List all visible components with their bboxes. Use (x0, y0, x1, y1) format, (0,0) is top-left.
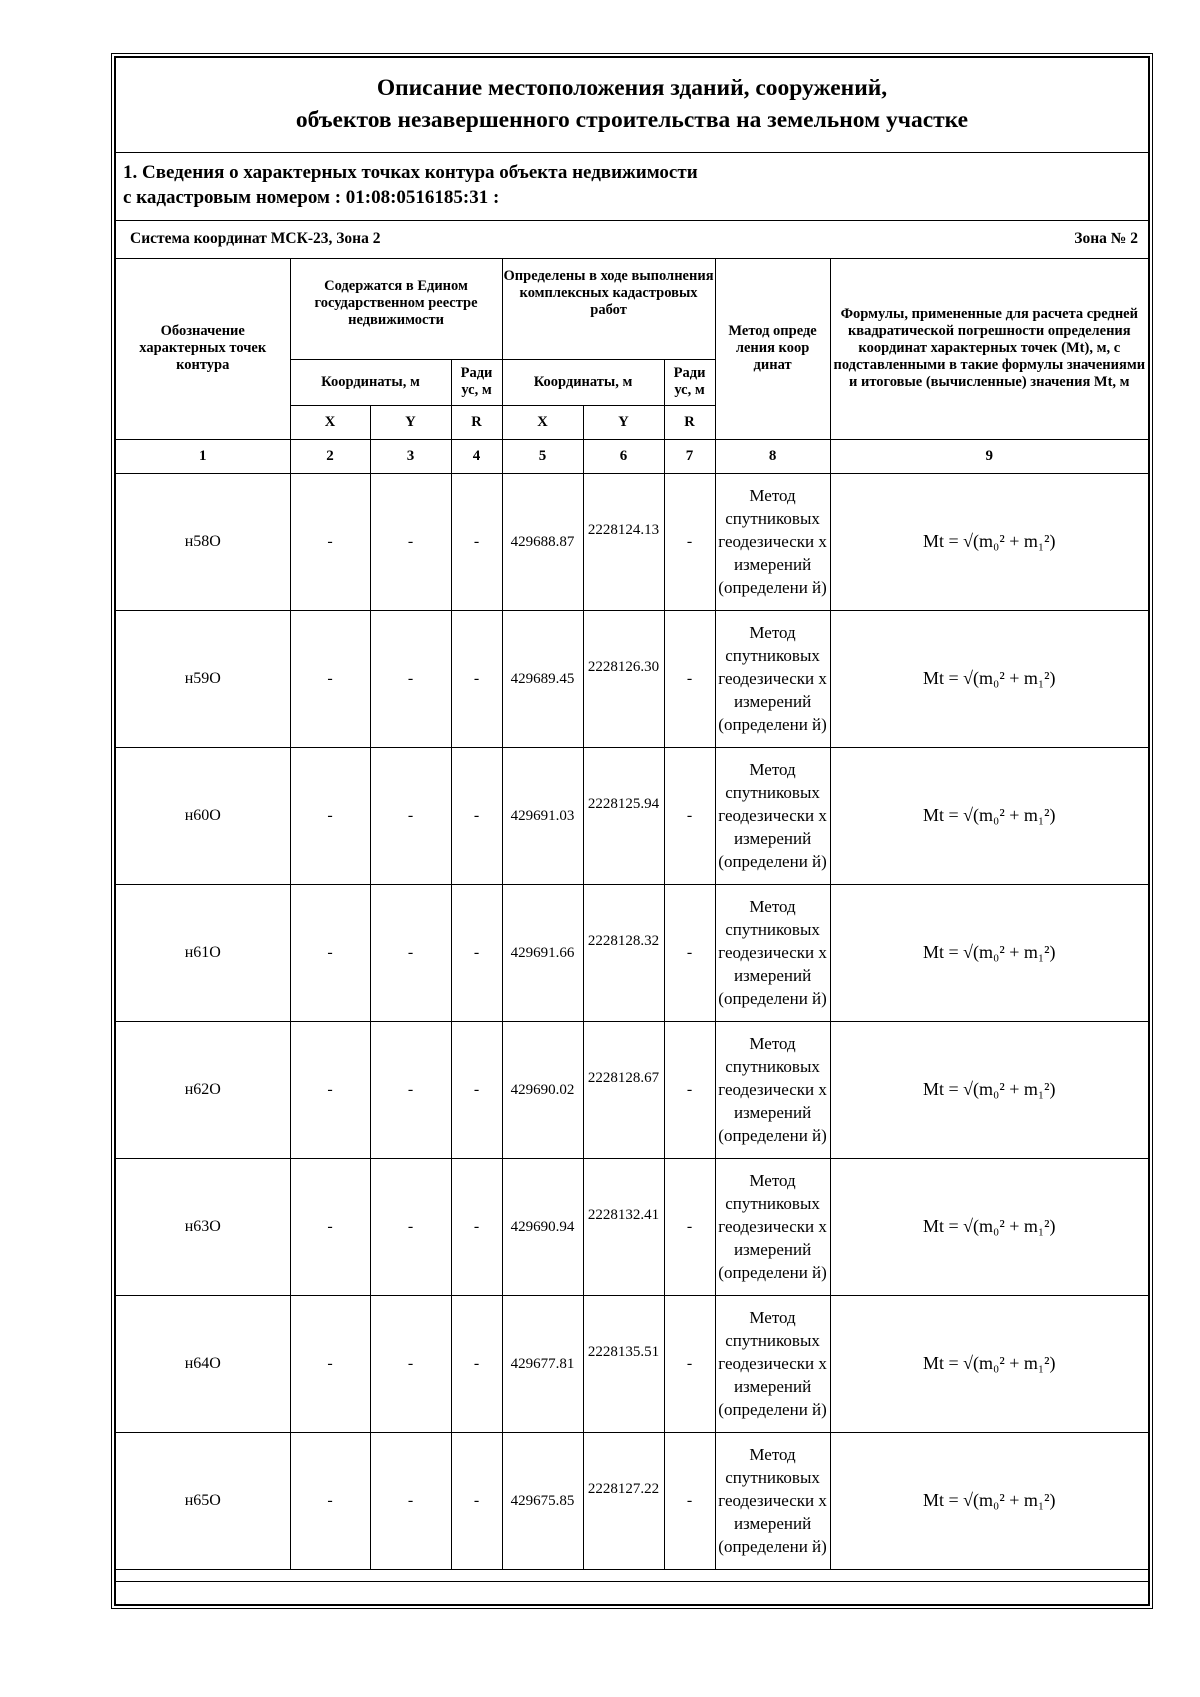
cell-y-kkr: 2228124.13 (583, 473, 664, 610)
coordinate-system-label: Система координат МСК-23, Зона 2 (130, 230, 381, 247)
cell-y-kkr: 2228127.22 (583, 1432, 664, 1569)
cell-r-kkr: - (664, 1432, 715, 1569)
cell-point-designation: н65О (116, 1432, 290, 1569)
cell-r-egrn: - (451, 884, 502, 1021)
cell-method: Метод спутниковых геодезически х измерений (определени й) (715, 1432, 830, 1569)
cell-x-egrn: - (290, 610, 370, 747)
header-point-designation: Обозначение характерных точек контура (116, 258, 290, 439)
cell-formula: Mt = √(m₀² + m₁²) (830, 610, 1148, 747)
header-radius-egrn: Ради ус, м (451, 359, 502, 405)
cell-method: Метод спутниковых геодезически х измерений (определени й) (715, 747, 830, 884)
cell-x-egrn: - (290, 747, 370, 884)
cell-r-kkr: - (664, 1295, 715, 1432)
cell-y-egrn: - (370, 1021, 451, 1158)
column-number: 7 (664, 439, 715, 473)
section-heading (116, 152, 1148, 221)
column-number: 3 (370, 439, 451, 473)
table-row (116, 1295, 1148, 1432)
header-y-kkr: Y (583, 405, 664, 439)
cell-x-kkr: 429691.03 (502, 747, 583, 884)
cell-r-egrn: - (451, 1432, 502, 1569)
cell-y-egrn: - (370, 747, 451, 884)
header-radius-kkr: Ради ус, м (664, 359, 715, 405)
cell-point-designation: н58О (116, 473, 290, 610)
title-line-1: Описание местоположения зданий, сооружений, (376, 75, 888, 101)
cell-formula: Mt = √(m₀² + m₁²) (830, 473, 1148, 610)
cell-y-egrn: - (370, 610, 451, 747)
cell-x-kkr: 429677.81 (502, 1295, 583, 1432)
column-number: 6 (583, 439, 664, 473)
column-number: 5 (502, 439, 583, 473)
cell-method: Метод спутниковых геодезически х измерений (определени й) (715, 473, 830, 610)
table-footer (116, 1581, 1148, 1604)
cell-y-egrn: - (370, 473, 451, 610)
header-coords-kkr: Координаты, м (502, 359, 664, 405)
table-row (116, 1432, 1148, 1569)
cell-point-designation: н63О (116, 1158, 290, 1295)
header-kkr: Определены в ходе выполнения комплексных кадастровых работ (502, 258, 715, 359)
cell-x-egrn: - (290, 1295, 370, 1432)
coordinate-system-bar (116, 220, 1148, 259)
header-coords-egrn: Координаты, м (290, 359, 451, 405)
header-r-egrn: R (451, 405, 502, 439)
cell-x-kkr: 429689.45 (502, 610, 583, 747)
cell-x-egrn: - (290, 473, 370, 610)
header-formula: Формулы, примененные для расчета средней квадратической погрешности определения координат характерных точек (Mt), м, с подставленными в такие формулы значениями и итоговые (вычисленные) значения Mt, м (830, 258, 1148, 439)
section-line-2: с кадастровым номером : 01:08:0516185:31 : (123, 187, 500, 208)
cell-r-egrn: - (451, 1021, 502, 1158)
cell-x-kkr: 429688.87 (502, 473, 583, 610)
cell-y-egrn: - (370, 1295, 451, 1432)
column-number: 9 (830, 439, 1148, 473)
cell-method: Метод спутниковых геодезически х измерений (определени й) (715, 1295, 830, 1432)
table-row (116, 1021, 1148, 1158)
header-r-kkr: R (664, 405, 715, 439)
cell-r-kkr: - (664, 1021, 715, 1158)
cell-r-egrn: - (451, 473, 502, 610)
cell-formula: Mt = √(m₀² + m₁²) (830, 1021, 1148, 1158)
document-frame (114, 56, 1150, 1606)
column-number: 8 (715, 439, 830, 473)
table-row (116, 610, 1148, 747)
cell-y-kkr: 2228128.67 (583, 1021, 664, 1158)
header-x-kkr: X (502, 405, 583, 439)
document-title (116, 58, 1148, 153)
zone-label: Зона № 2 (1074, 230, 1138, 247)
cell-method: Метод спутниковых геодезически х измерений (определени й) (715, 610, 830, 747)
cell-method: Метод спутниковых геодезически х измерений (определени й) (715, 1158, 830, 1295)
cell-y-kkr: 2228132.41 (583, 1158, 664, 1295)
section-line-1: 1. Сведения о характерных точках контура объекта недвижимости (123, 162, 698, 183)
cell-point-designation: н61О (116, 884, 290, 1021)
cell-r-egrn: - (451, 1158, 502, 1295)
cell-y-kkr: 2228126.30 (583, 610, 664, 747)
points-table (116, 258, 1148, 1570)
cell-r-kkr: - (664, 1158, 715, 1295)
column-number: 2 (290, 439, 370, 473)
cell-y-egrn: - (370, 1432, 451, 1569)
cell-r-kkr: - (664, 473, 715, 610)
cell-y-kkr: 2228135.51 (583, 1295, 664, 1432)
cell-point-designation: н64О (116, 1295, 290, 1432)
column-number: 4 (451, 439, 502, 473)
column-number: 1 (116, 439, 290, 473)
title-line-2: объектов незавершенного строительства на земельном участке (295, 107, 969, 133)
table-row (116, 1158, 1148, 1295)
table-row (116, 884, 1148, 1021)
cell-point-designation: н62О (116, 1021, 290, 1158)
cell-y-egrn: - (370, 884, 451, 1021)
cell-x-kkr: 429690.94 (502, 1158, 583, 1295)
cell-x-kkr: 429691.66 (502, 884, 583, 1021)
cell-formula: Mt = √(m₀² + m₁²) (830, 1158, 1148, 1295)
cell-y-kkr: 2228125.94 (583, 747, 664, 884)
cell-x-egrn: - (290, 884, 370, 1021)
cell-r-kkr: - (664, 884, 715, 1021)
cell-point-designation: н60О (116, 747, 290, 884)
column-numbers-row (116, 439, 1148, 473)
cell-formula: Mt = √(m₀² + m₁²) (830, 1295, 1148, 1432)
cell-r-egrn: - (451, 610, 502, 747)
cell-r-kkr: - (664, 610, 715, 747)
cell-x-egrn: - (290, 1021, 370, 1158)
cell-y-kkr: 2228128.32 (583, 884, 664, 1021)
cell-x-kkr: 429675.85 (502, 1432, 583, 1569)
header-method: Метод опреде ления коор динат (715, 258, 830, 439)
cell-r-egrn: - (451, 747, 502, 884)
cell-x-egrn: - (290, 1158, 370, 1295)
cell-point-designation: н59О (116, 610, 290, 747)
cell-formula: Mt = √(m₀² + m₁²) (830, 884, 1148, 1021)
cell-formula: Mt = √(m₀² + m₁²) (830, 1432, 1148, 1569)
cell-method: Метод спутниковых геодезически х измерений (определени й) (715, 1021, 830, 1158)
cell-r-kkr: - (664, 747, 715, 884)
table-row (116, 747, 1148, 884)
cell-x-egrn: - (290, 1432, 370, 1569)
header-x-egrn: X (290, 405, 370, 439)
cell-y-egrn: - (370, 1158, 451, 1295)
cell-formula: Mt = √(m₀² + m₁²) (830, 747, 1148, 884)
cell-r-egrn: - (451, 1295, 502, 1432)
cell-method: Метод спутниковых геодезически х измерений (определени й) (715, 884, 830, 1021)
cell-x-kkr: 429690.02 (502, 1021, 583, 1158)
header-y-egrn: Y (370, 405, 451, 439)
header-egrn: Содержатся в Едином государственном реестре недвижимости (290, 258, 502, 359)
table-row (116, 473, 1148, 610)
